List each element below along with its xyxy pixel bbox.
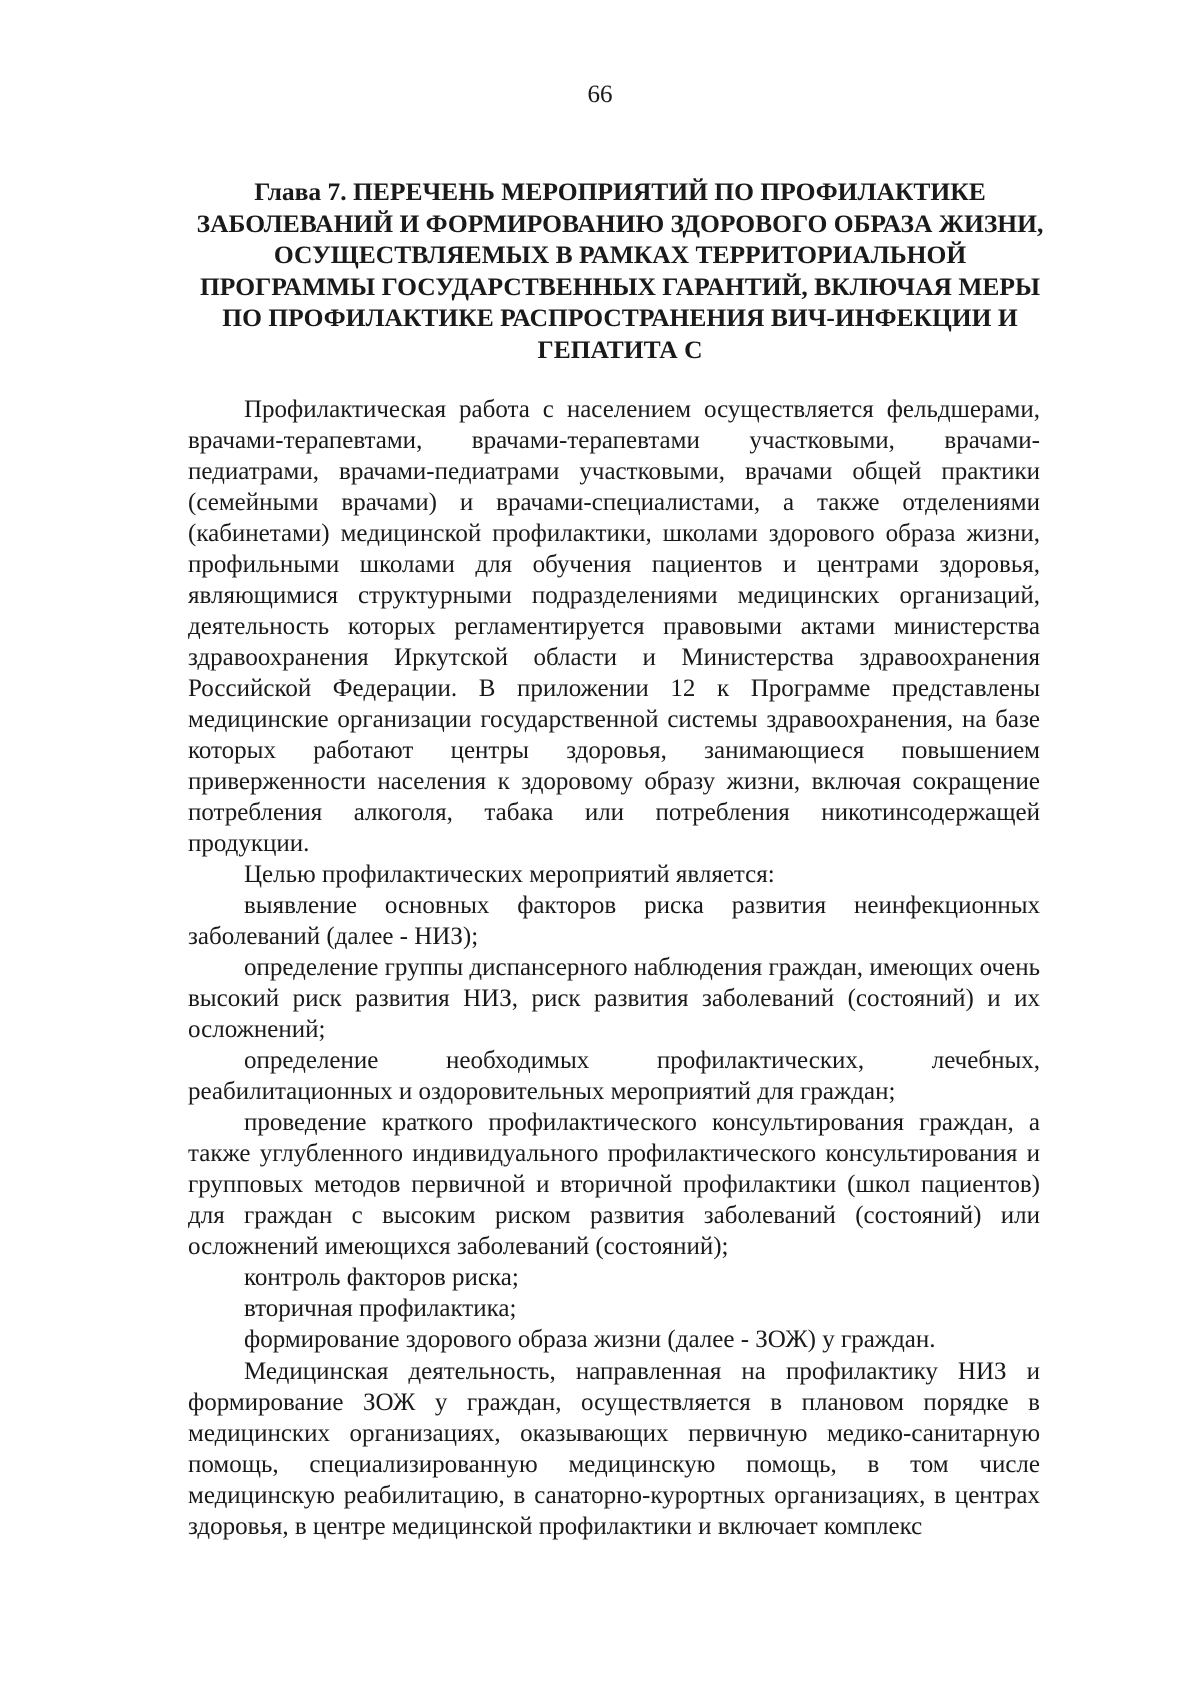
chapter-title-line: ОСУЩЕСТВЛЯЕМЫХ В РАМКАХ ТЕРРИТОРИАЛЬНОЙ bbox=[273, 240, 967, 269]
paragraph-goal-heading: Целью профилактических мероприятий является: bbox=[244, 861, 775, 888]
chapter-title-line: ГЕПАТИТА С bbox=[537, 334, 703, 364]
chapter-title-line: ПО ПРОФИЛАКТИКЕ РАСПРОСТРАНЕНИЯ ВИЧ-ИНФЕКЦИИ И bbox=[222, 303, 1018, 332]
paragraph-goal-item: формирование здорового образа жизни (далее - ЗОЖ) у граждан. bbox=[244, 1326, 936, 1353]
paragraph-goal-item: определение необходимых профилактических, лечебных, реабилитационных и оздоровительных мероприятий для граждан; bbox=[188, 1047, 1040, 1105]
paragraph-goal-item: вторичная профилактика; bbox=[244, 1295, 517, 1322]
paragraph-intro: Профилактическая работа с населением осуществляется фельдшерами, врачами-терапевтами, врачами-терапевтами участковыми, врачами-педиатрами, врачами-педиатрами участковыми, врачами общей практики (семейными врачами) и врачами-специалистами, а также отделениями (кабинетами) медицинской профилактики, школами здорового образа жизни, профильными школами для обучения пациентов и центрами здоровья, являющимися структурными подразделениями медицинских организаций, деятельность которых регламентируется правовыми актами министерства здравоохранения Иркутской области и Министерства здравоохранения Российской Федерации. В приложении 12 к Программе представлены медицинские организации государственной системы здравоохранения, на базе которых работают центры здоровья, занимающиеся повышением приверженности населения к здоровому образу жизни, включая сокращение потребления алкоголя, табака или потребления никотинсодержащей продукции. bbox=[188, 396, 1040, 857]
paragraph-medical-activity: Медицинская деятельность, направленная на профилактику НИЗ и формирование ЗОЖ у граждан, осуществляется в плановом порядке в медицинских организациях, оказывающих первичную медико-санитарную помощь, специализированную медицинскую помощь, в том числе медицинскую реабилитацию, в санаторно-курортных организациях, в центрах здоровья, в центре медицинской профилактики и включает комплекс bbox=[188, 1358, 1040, 1540]
chapter-title-line: Глава 7. ПЕРЕЧЕНЬ МЕРОПРИЯТИЙ ПО ПРОФИЛАКТИКЕ bbox=[254, 177, 986, 206]
chapter-title bbox=[180, 176, 1060, 365]
paragraph-goal-item: проведение краткого профилактического консультирования граждан, а также углубленного индивидуального профилактического консультирования и групповых методов первичной и вторичной профилактики (школ пациентов) для граждан с высоким риском развития заболеваний (состояний) или осложнений имеющихся заболеваний (состояний); bbox=[188, 1109, 1040, 1260]
paragraph-goal-item: контроль факторов риска; bbox=[244, 1264, 519, 1291]
chapter-title-line: ЗАБОЛЕВАНИЙ И ФОРМИРОВАНИЮ ЗДОРОВОГО ОБРАЗА ЖИЗНИ, bbox=[196, 208, 1044, 238]
paragraph-goal-item: определение группы диспансерного наблюдения граждан, имеющих очень высокий риск развития НИЗ, риск развития заболеваний (состояний) и их осложнений; bbox=[188, 954, 1040, 1043]
chapter-title-line: ПРОГРАММЫ ГОСУДАРСТВЕННЫХ ГАРАНТИЙ, ВКЛЮЧАЯ МЕРЫ bbox=[199, 271, 1041, 301]
body-text bbox=[188, 394, 1040, 1542]
page-number: 66 bbox=[587, 81, 613, 108]
paragraph-goal-item: выявление основных факторов риска развития неинфекционных заболеваний (далее - НИЗ); bbox=[188, 892, 1040, 950]
